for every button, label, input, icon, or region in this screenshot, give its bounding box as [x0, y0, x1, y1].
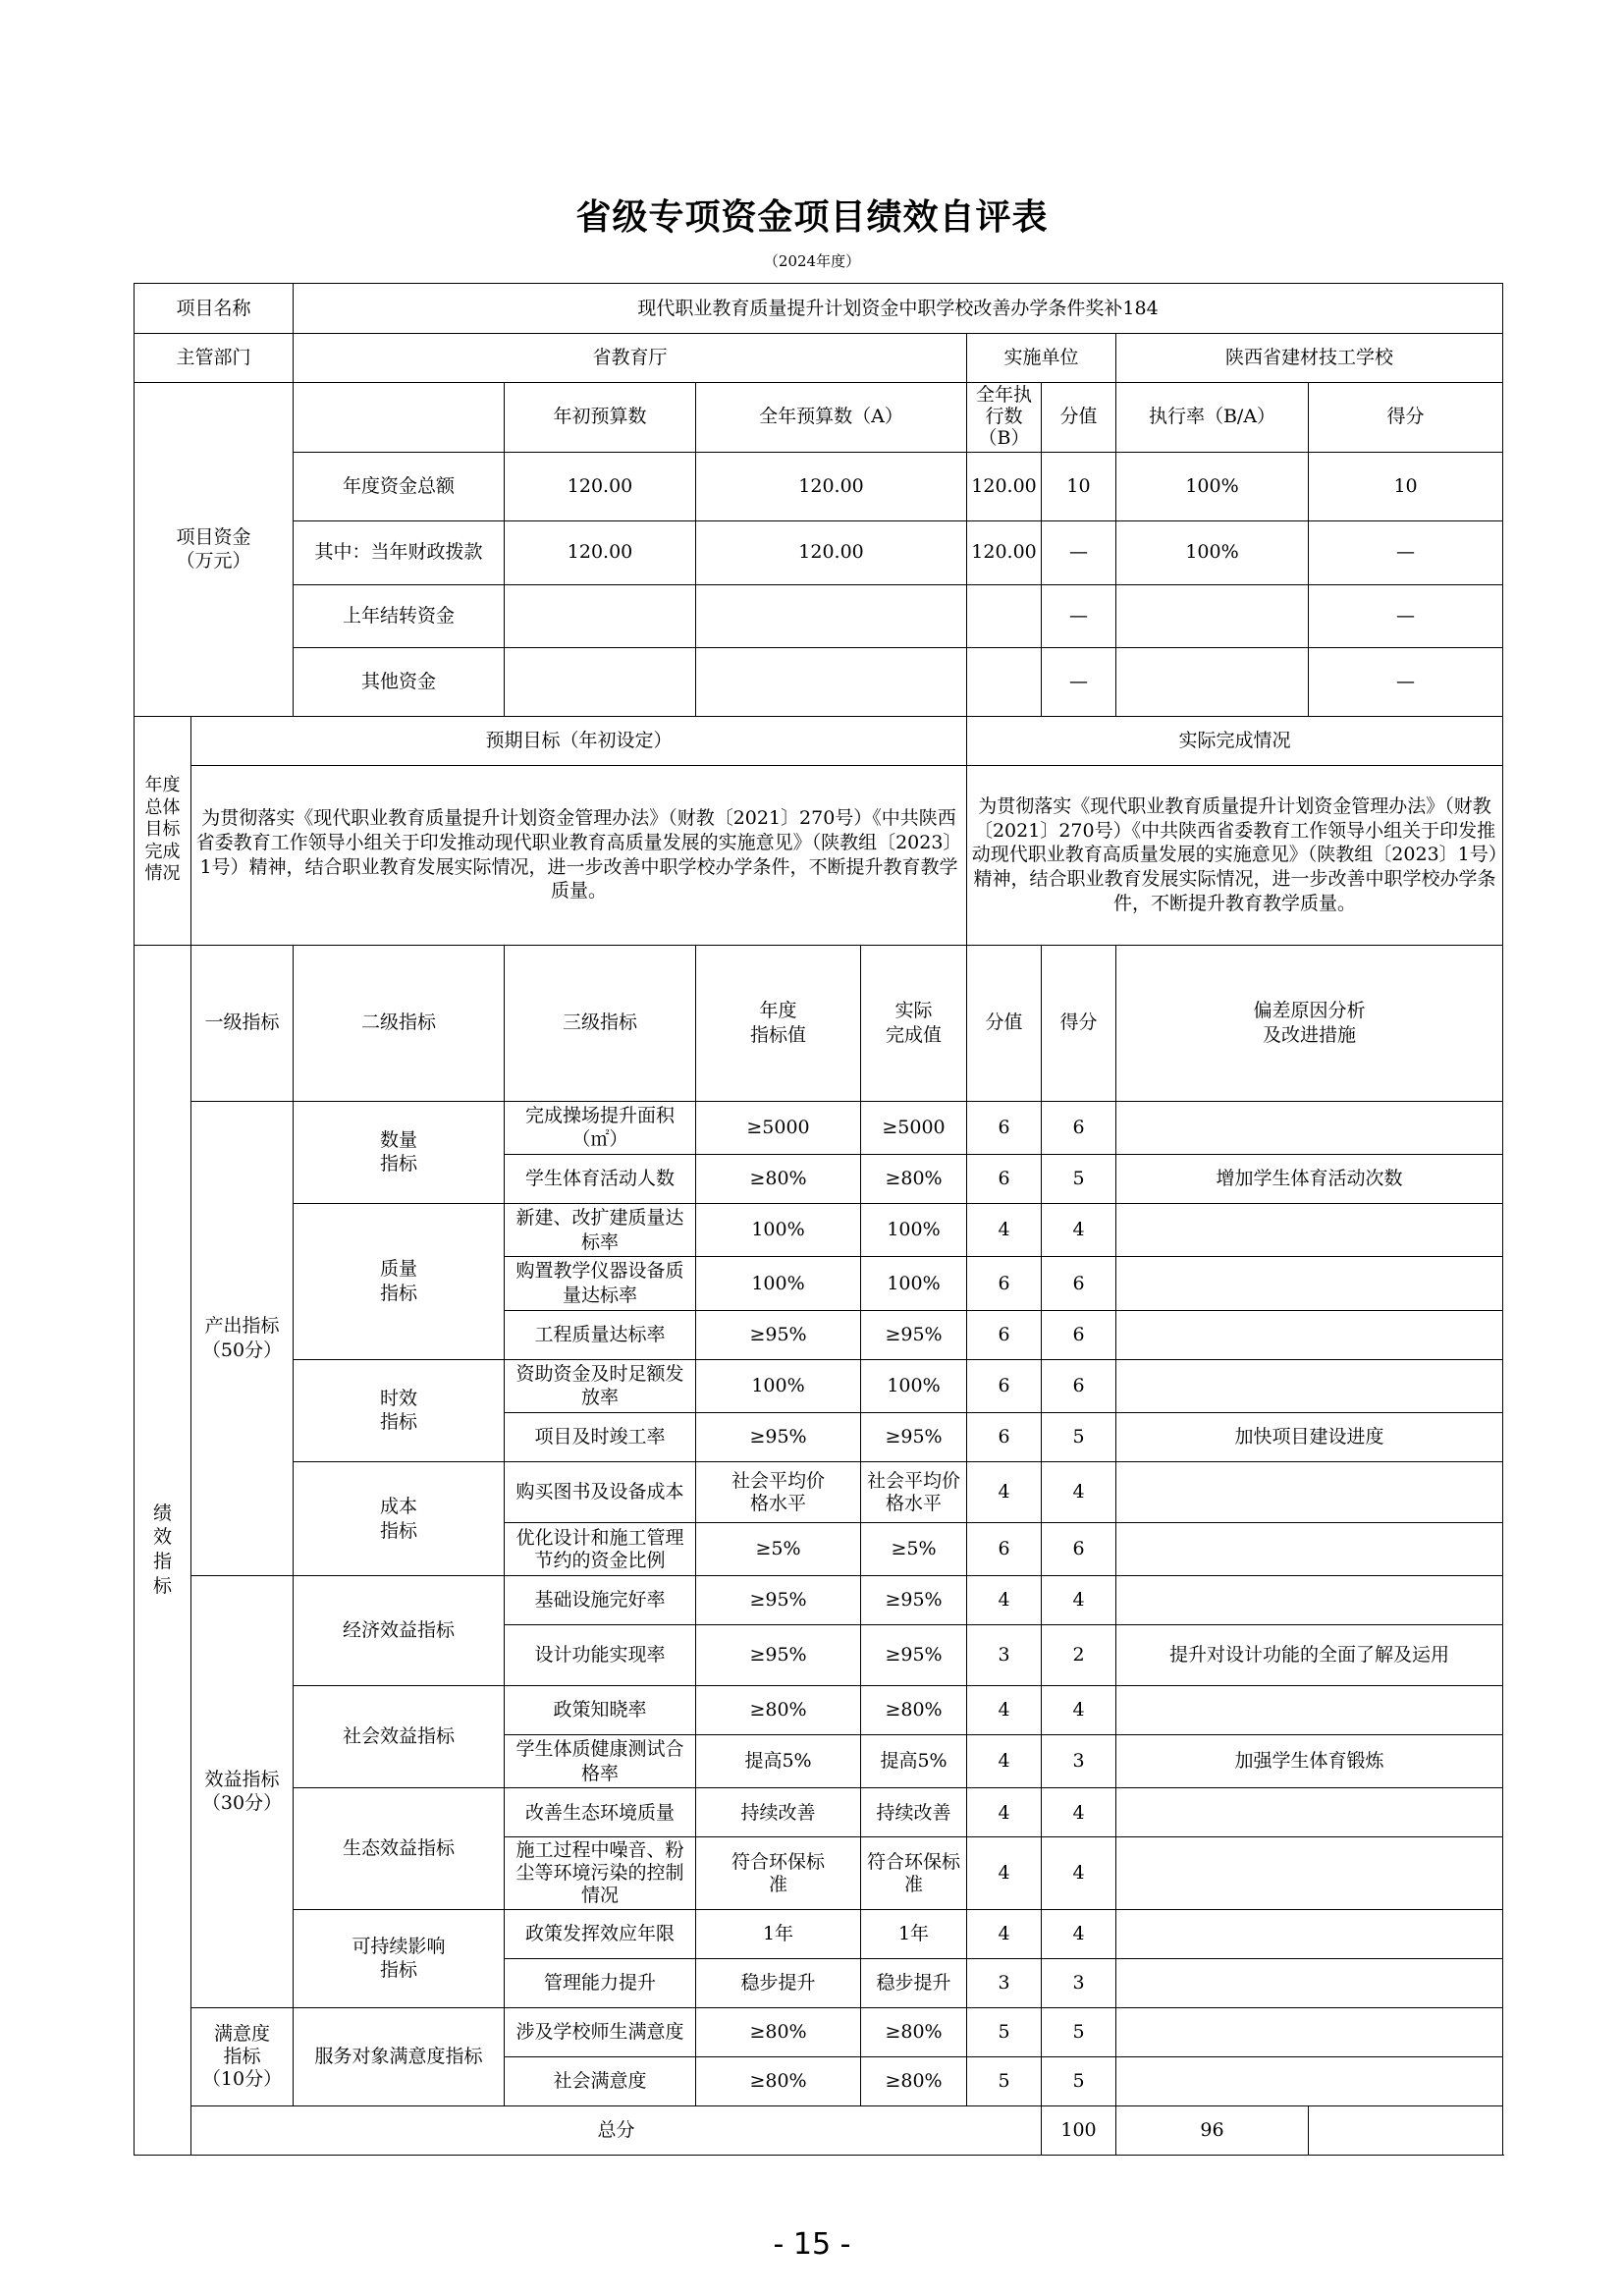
goals-expected-text: 为贯彻落实《现代职业教育质量提升计划资金管理办法》（财教〔2021〕270号）《中共陕西省委教育工作领导小组关于印发推动现代职业教育高质量发展的实施意见》（陕教组〔2023〕1号）精神，结合职业教育发展实际情况，进一步改善中职学校办学条件，不断提升教育教学质量。 — [191, 765, 967, 945]
funds-score: — — [1309, 584, 1503, 647]
indicator-score-value: 6 — [967, 1257, 1042, 1310]
funds-row-name: 年度资金总额 — [294, 452, 505, 520]
indicator-row — [135, 1203, 1503, 1256]
funds-annual: 120.00 — [696, 520, 967, 584]
indicator-row — [135, 1686, 1503, 1735]
indicator-name: 学生体育活动人数 — [505, 1154, 696, 1203]
indicator-name: 社会满意度 — [505, 2056, 696, 2105]
indicator-reason — [1116, 2056, 1503, 2105]
funds-col-initial: 年初预算数 — [505, 383, 696, 453]
indicator-target: 社会平均价 格水平 — [696, 1462, 861, 1523]
indicator-actual: 稳步提升 — [861, 1958, 967, 2007]
indicator-target: ≥5% — [696, 1523, 861, 1576]
funds-executed — [967, 647, 1042, 716]
level2-ecological: 生态效益指标 — [294, 1788, 505, 1909]
indicator-target: ≥80% — [696, 1154, 861, 1203]
goals-header-row — [135, 716, 1503, 765]
indicator-score-value: 6 — [967, 1359, 1042, 1412]
indicators-header-level2: 二级指标 — [294, 945, 505, 1101]
indicator-score: 6 — [1042, 1101, 1116, 1154]
indicator-score: 4 — [1042, 1837, 1116, 1909]
funds-row — [135, 452, 1503, 520]
indicator-target: ≥80% — [696, 2056, 861, 2105]
indicator-reason: 提升对设计功能的全面了解及运用 — [1116, 1625, 1503, 1686]
impl-unit-label: 实施单位 — [967, 334, 1116, 383]
indicator-target: 1年 — [696, 1909, 861, 1958]
goals-expected-header: 预期目标（年初设定） — [191, 716, 967, 765]
goals-label: 年度 总体 目标 完成 情况 — [135, 716, 191, 945]
funds-col-score: 得分 — [1309, 383, 1503, 453]
funds-row — [135, 647, 1503, 716]
indicator-target: ≥5000 — [696, 1101, 861, 1154]
indicator-reason — [1116, 1523, 1503, 1576]
funds-executed — [967, 584, 1042, 647]
indicator-score: 4 — [1042, 1462, 1116, 1523]
indicator-actual: ≥5% — [861, 1523, 967, 1576]
indicator-actual: ≥80% — [861, 2007, 967, 2056]
indicators-header-score-value: 分值 — [967, 945, 1042, 1101]
funds-rate — [1116, 584, 1309, 647]
funds-col-executed: 全年执行数 （B） — [967, 383, 1042, 453]
indicator-target: 提高5% — [696, 1735, 861, 1788]
indicator-name: 新建、改扩建质量达标率 — [505, 1203, 696, 1256]
indicator-target: ≥95% — [696, 1625, 861, 1686]
indicator-target: 100% — [696, 1359, 861, 1412]
funds-initial: 120.00 — [505, 520, 696, 584]
indicator-score: 6 — [1042, 1257, 1116, 1310]
indicator-row — [135, 1462, 1503, 1523]
indicator-score: 3 — [1042, 1958, 1116, 2007]
indicator-name: 管理能力提升 — [505, 1958, 696, 2007]
level1-benefit: 效益指标 （30分） — [191, 1576, 294, 2008]
indicator-score: 4 — [1042, 1788, 1116, 1837]
indicator-actual: 持续改善 — [861, 1788, 967, 1837]
indicator-score-value: 4 — [967, 1788, 1042, 1837]
indicator-reason — [1116, 1576, 1503, 1625]
department-value: 省教育厅 — [294, 334, 967, 383]
indicator-name: 资助资金及时足额发放率 — [505, 1359, 696, 1412]
indicator-row — [135, 1909, 1503, 1958]
indicator-target: 符合环保标 准 — [696, 1837, 861, 1909]
indicator-reason — [1116, 1203, 1503, 1256]
indicator-score: 4 — [1042, 1203, 1116, 1256]
funds-rate: 100% — [1116, 520, 1309, 584]
indicator-reason — [1116, 1837, 1503, 1909]
goals-text-row — [135, 765, 1503, 945]
indicators-label: 绩 效 指 标 — [135, 945, 191, 2155]
funds-score-value: 10 — [1042, 452, 1116, 520]
indicator-score-value: 4 — [967, 1686, 1042, 1735]
indicator-row — [135, 2007, 1503, 2056]
indicator-actual: 1年 — [861, 1909, 967, 1958]
indicator-reason — [1116, 1788, 1503, 1837]
indicator-actual: 100% — [861, 1203, 967, 1256]
department-row — [135, 334, 1503, 383]
indicator-score: 4 — [1042, 1686, 1116, 1735]
total-reason — [1309, 2105, 1503, 2155]
indicator-actual: 符合环保标 准 — [861, 1837, 967, 1909]
funds-row — [135, 520, 1503, 584]
funds-col-score-value: 分值 — [1042, 383, 1116, 453]
document-title: 省级专项资金项目绩效自评表 — [575, 197, 1049, 238]
funds-initial — [505, 647, 696, 716]
indicator-reason — [1116, 1359, 1503, 1412]
indicators-header-row — [135, 945, 1503, 1101]
indicator-score-value: 6 — [967, 1101, 1042, 1154]
indicator-score-value: 4 — [967, 1462, 1042, 1523]
indicator-score-value: 6 — [967, 1310, 1042, 1359]
total-score: 96 — [1116, 2105, 1309, 2155]
indicator-actual: ≥95% — [861, 1310, 967, 1359]
indicator-score: 4 — [1042, 1576, 1116, 1625]
level2-sustainable: 可持续影响 指标 — [294, 1909, 505, 2007]
indicator-reason — [1116, 1686, 1503, 1735]
level2-social: 社会效益指标 — [294, 1686, 505, 1788]
indicator-name: 涉及学校师生满意度 — [505, 2007, 696, 2056]
indicator-target: ≥80% — [696, 2007, 861, 2056]
indicator-score: 5 — [1042, 2056, 1116, 2105]
indicator-score-value: 4 — [967, 1909, 1042, 1958]
indicator-score-value: 6 — [967, 1154, 1042, 1203]
indicator-reason: 加强学生体育锻炼 — [1116, 1735, 1503, 1788]
funds-score: 10 — [1309, 452, 1503, 520]
level1-satisfaction: 满意度 指标 （10分） — [191, 2007, 294, 2105]
funds-row-name: 其他资金 — [294, 647, 505, 716]
funds-initial: 120.00 — [505, 452, 696, 520]
indicator-score-value: 6 — [967, 1523, 1042, 1576]
indicator-score-value: 4 — [967, 1203, 1042, 1256]
total-label: 总分 — [191, 2105, 1042, 2155]
indicator-actual: ≥95% — [861, 1413, 967, 1462]
impl-unit-value: 陕西省建材技工学校 — [1116, 334, 1503, 383]
indicator-score-value: 4 — [967, 1576, 1042, 1625]
indicator-score: 6 — [1042, 1523, 1116, 1576]
indicator-target: 稳步提升 — [696, 1958, 861, 2007]
funds-score-value: — — [1042, 520, 1116, 584]
indicator-actual: ≥95% — [861, 1625, 967, 1686]
indicator-actual: ≥95% — [861, 1576, 967, 1625]
project-name-label: 项目名称 — [135, 284, 294, 334]
funds-score: — — [1309, 520, 1503, 584]
level1-output: 产出指标 （50分） — [191, 1101, 294, 1576]
level2-service: 服务对象满意度指标 — [294, 2007, 505, 2105]
level2-cost: 成本 指标 — [294, 1462, 505, 1576]
funds-annual — [696, 584, 967, 647]
funds-score-value: — — [1042, 584, 1116, 647]
goals-actual-header: 实际完成情况 — [967, 716, 1503, 765]
funds-executed: 120.00 — [967, 452, 1042, 520]
funds-row — [135, 584, 1503, 647]
total-row — [135, 2105, 1503, 2155]
indicator-score: 6 — [1042, 1310, 1116, 1359]
funds-executed: 120.00 — [967, 520, 1042, 584]
indicator-score: 6 — [1042, 1359, 1116, 1412]
funds-initial — [505, 584, 696, 647]
indicator-score: 4 — [1042, 1909, 1116, 1958]
funds-score-value: — — [1042, 647, 1116, 716]
indicator-actual: ≥80% — [861, 1686, 967, 1735]
document-year: （2024年度） — [763, 252, 861, 270]
indicator-target: ≥95% — [696, 1413, 861, 1462]
indicator-reason — [1116, 1958, 1503, 2007]
indicators-header-target: 年度 指标值 — [696, 945, 861, 1101]
indicator-reason: 增加学生体育活动次数 — [1116, 1154, 1503, 1203]
indicators-header-reason: 偏差原因分析 及改进措施 — [1116, 945, 1503, 1101]
level2-economic: 经济效益指标 — [294, 1576, 505, 1686]
indicator-score: 3 — [1042, 1735, 1116, 1788]
indicator-name: 购置教学仪器设备质量达标率 — [505, 1257, 696, 1310]
indicator-name: 工程质量达标率 — [505, 1310, 696, 1359]
goals-actual-text: 为贯彻落实《现代职业教育质量提升计划资金管理办法》（财教〔2021〕270号）《中共陕西省委教育工作领导小组关于印发推动现代职业教育高质量发展的实施意见》（陕教组〔2023〕1号）精神，结合职业教育发展实际情况，进一步改善中职学校办学条件，不断提升教育教学质量。 — [967, 765, 1503, 945]
indicator-actual: 提高5% — [861, 1735, 967, 1788]
indicator-row — [135, 1576, 1503, 1625]
project-name-row — [135, 284, 1503, 334]
funds-row-name: 上年结转资金 — [294, 584, 505, 647]
indicator-actual: ≥5000 — [861, 1101, 967, 1154]
indicators-header-level1: 一级指标 — [191, 945, 294, 1101]
indicators-header-level3: 三级指标 — [505, 945, 696, 1101]
indicator-score: 5 — [1042, 1413, 1116, 1462]
indicator-name: 施工过程中噪音、粉尘等环境污染的控制情况 — [505, 1837, 696, 1909]
indicator-row — [135, 1359, 1503, 1412]
indicator-score-value: 5 — [967, 2056, 1042, 2105]
indicator-row — [135, 1101, 1503, 1154]
indicator-actual: 100% — [861, 1257, 967, 1310]
indicator-name: 购买图书及设备成本 — [505, 1462, 696, 1523]
funds-rate: 100% — [1116, 452, 1309, 520]
indicator-reason — [1116, 1462, 1503, 1523]
indicator-name: 政策发挥效应年限 — [505, 1909, 696, 1958]
indicator-score-value: 5 — [967, 2007, 1042, 2056]
indicator-actual: ≥80% — [861, 1154, 967, 1203]
indicator-score-value: 6 — [967, 1413, 1042, 1462]
indicator-target: ≥95% — [696, 1310, 861, 1359]
funds-col-annual: 全年预算数（A） — [696, 383, 967, 453]
funds-annual — [696, 647, 967, 716]
level2-quantity: 数量 指标 — [294, 1101, 505, 1203]
level2-timeliness: 时效 指标 — [294, 1359, 505, 1461]
funds-annual: 120.00 — [696, 452, 967, 520]
indicator-score: 5 — [1042, 2007, 1116, 2056]
level2-quality: 质量 指标 — [294, 1203, 505, 1359]
indicator-score: 2 — [1042, 1625, 1116, 1686]
indicator-name: 设计功能实现率 — [505, 1625, 696, 1686]
indicator-name: 改善生态环境质量 — [505, 1788, 696, 1837]
total-score-value: 100 — [1042, 2105, 1116, 2155]
indicator-reason — [1116, 1310, 1503, 1359]
funds-col-rate: 执行率（B/A） — [1116, 383, 1309, 453]
indicator-score-value: 4 — [967, 1837, 1042, 1909]
indicator-actual: 社会平均价 格水平 — [861, 1462, 967, 1523]
indicator-name: 政策知晓率 — [505, 1686, 696, 1735]
indicators-header-actual: 实际 完成值 — [861, 945, 967, 1101]
indicator-reason — [1116, 1101, 1503, 1154]
indicator-name: 学生体质健康测试合格率 — [505, 1735, 696, 1788]
page-number: - 15 - — [773, 2227, 851, 2262]
indicator-score-value: 3 — [967, 1625, 1042, 1686]
indicator-target: 100% — [696, 1257, 861, 1310]
indicator-reason — [1116, 1257, 1503, 1310]
funds-row-name: 其中：当年财政拨款 — [294, 520, 505, 584]
indicator-score-value: 3 — [967, 1958, 1042, 2007]
indicator-target: ≥95% — [696, 1576, 861, 1625]
indicator-name: 项目及时竣工率 — [505, 1413, 696, 1462]
indicator-row — [135, 1788, 1503, 1837]
indicator-actual: ≥80% — [861, 2056, 967, 2105]
indicator-name: 完成操场提升面积（㎡） — [505, 1101, 696, 1154]
funds-header-blank — [294, 383, 505, 453]
indicator-name: 基础设施完好率 — [505, 1576, 696, 1625]
funds-score: — — [1309, 647, 1503, 716]
indicator-reason: 加快项目建设进度 — [1116, 1413, 1503, 1462]
project-name-value: 现代职业教育质量提升计划资金中职学校改善办学条件奖补184 — [294, 284, 1503, 334]
evaluation-table — [134, 283, 1503, 2156]
indicators-header-score: 得分 — [1042, 945, 1116, 1101]
indicator-score-value: 4 — [967, 1735, 1042, 1788]
funds-label: 项目资金 （万元） — [135, 383, 294, 717]
indicator-target: 100% — [696, 1203, 861, 1256]
indicator-actual: 100% — [861, 1359, 967, 1412]
indicator-name: 优化设计和施工管理节约的资金比例 — [505, 1523, 696, 1576]
department-label: 主管部门 — [135, 334, 294, 383]
funds-header-row — [135, 383, 1503, 453]
indicator-target: ≥80% — [696, 1686, 861, 1735]
indicator-reason — [1116, 1909, 1503, 1958]
indicator-score: 5 — [1042, 1154, 1116, 1203]
funds-rate — [1116, 647, 1309, 716]
indicator-target: 持续改善 — [696, 1788, 861, 1837]
indicator-reason — [1116, 2007, 1503, 2056]
